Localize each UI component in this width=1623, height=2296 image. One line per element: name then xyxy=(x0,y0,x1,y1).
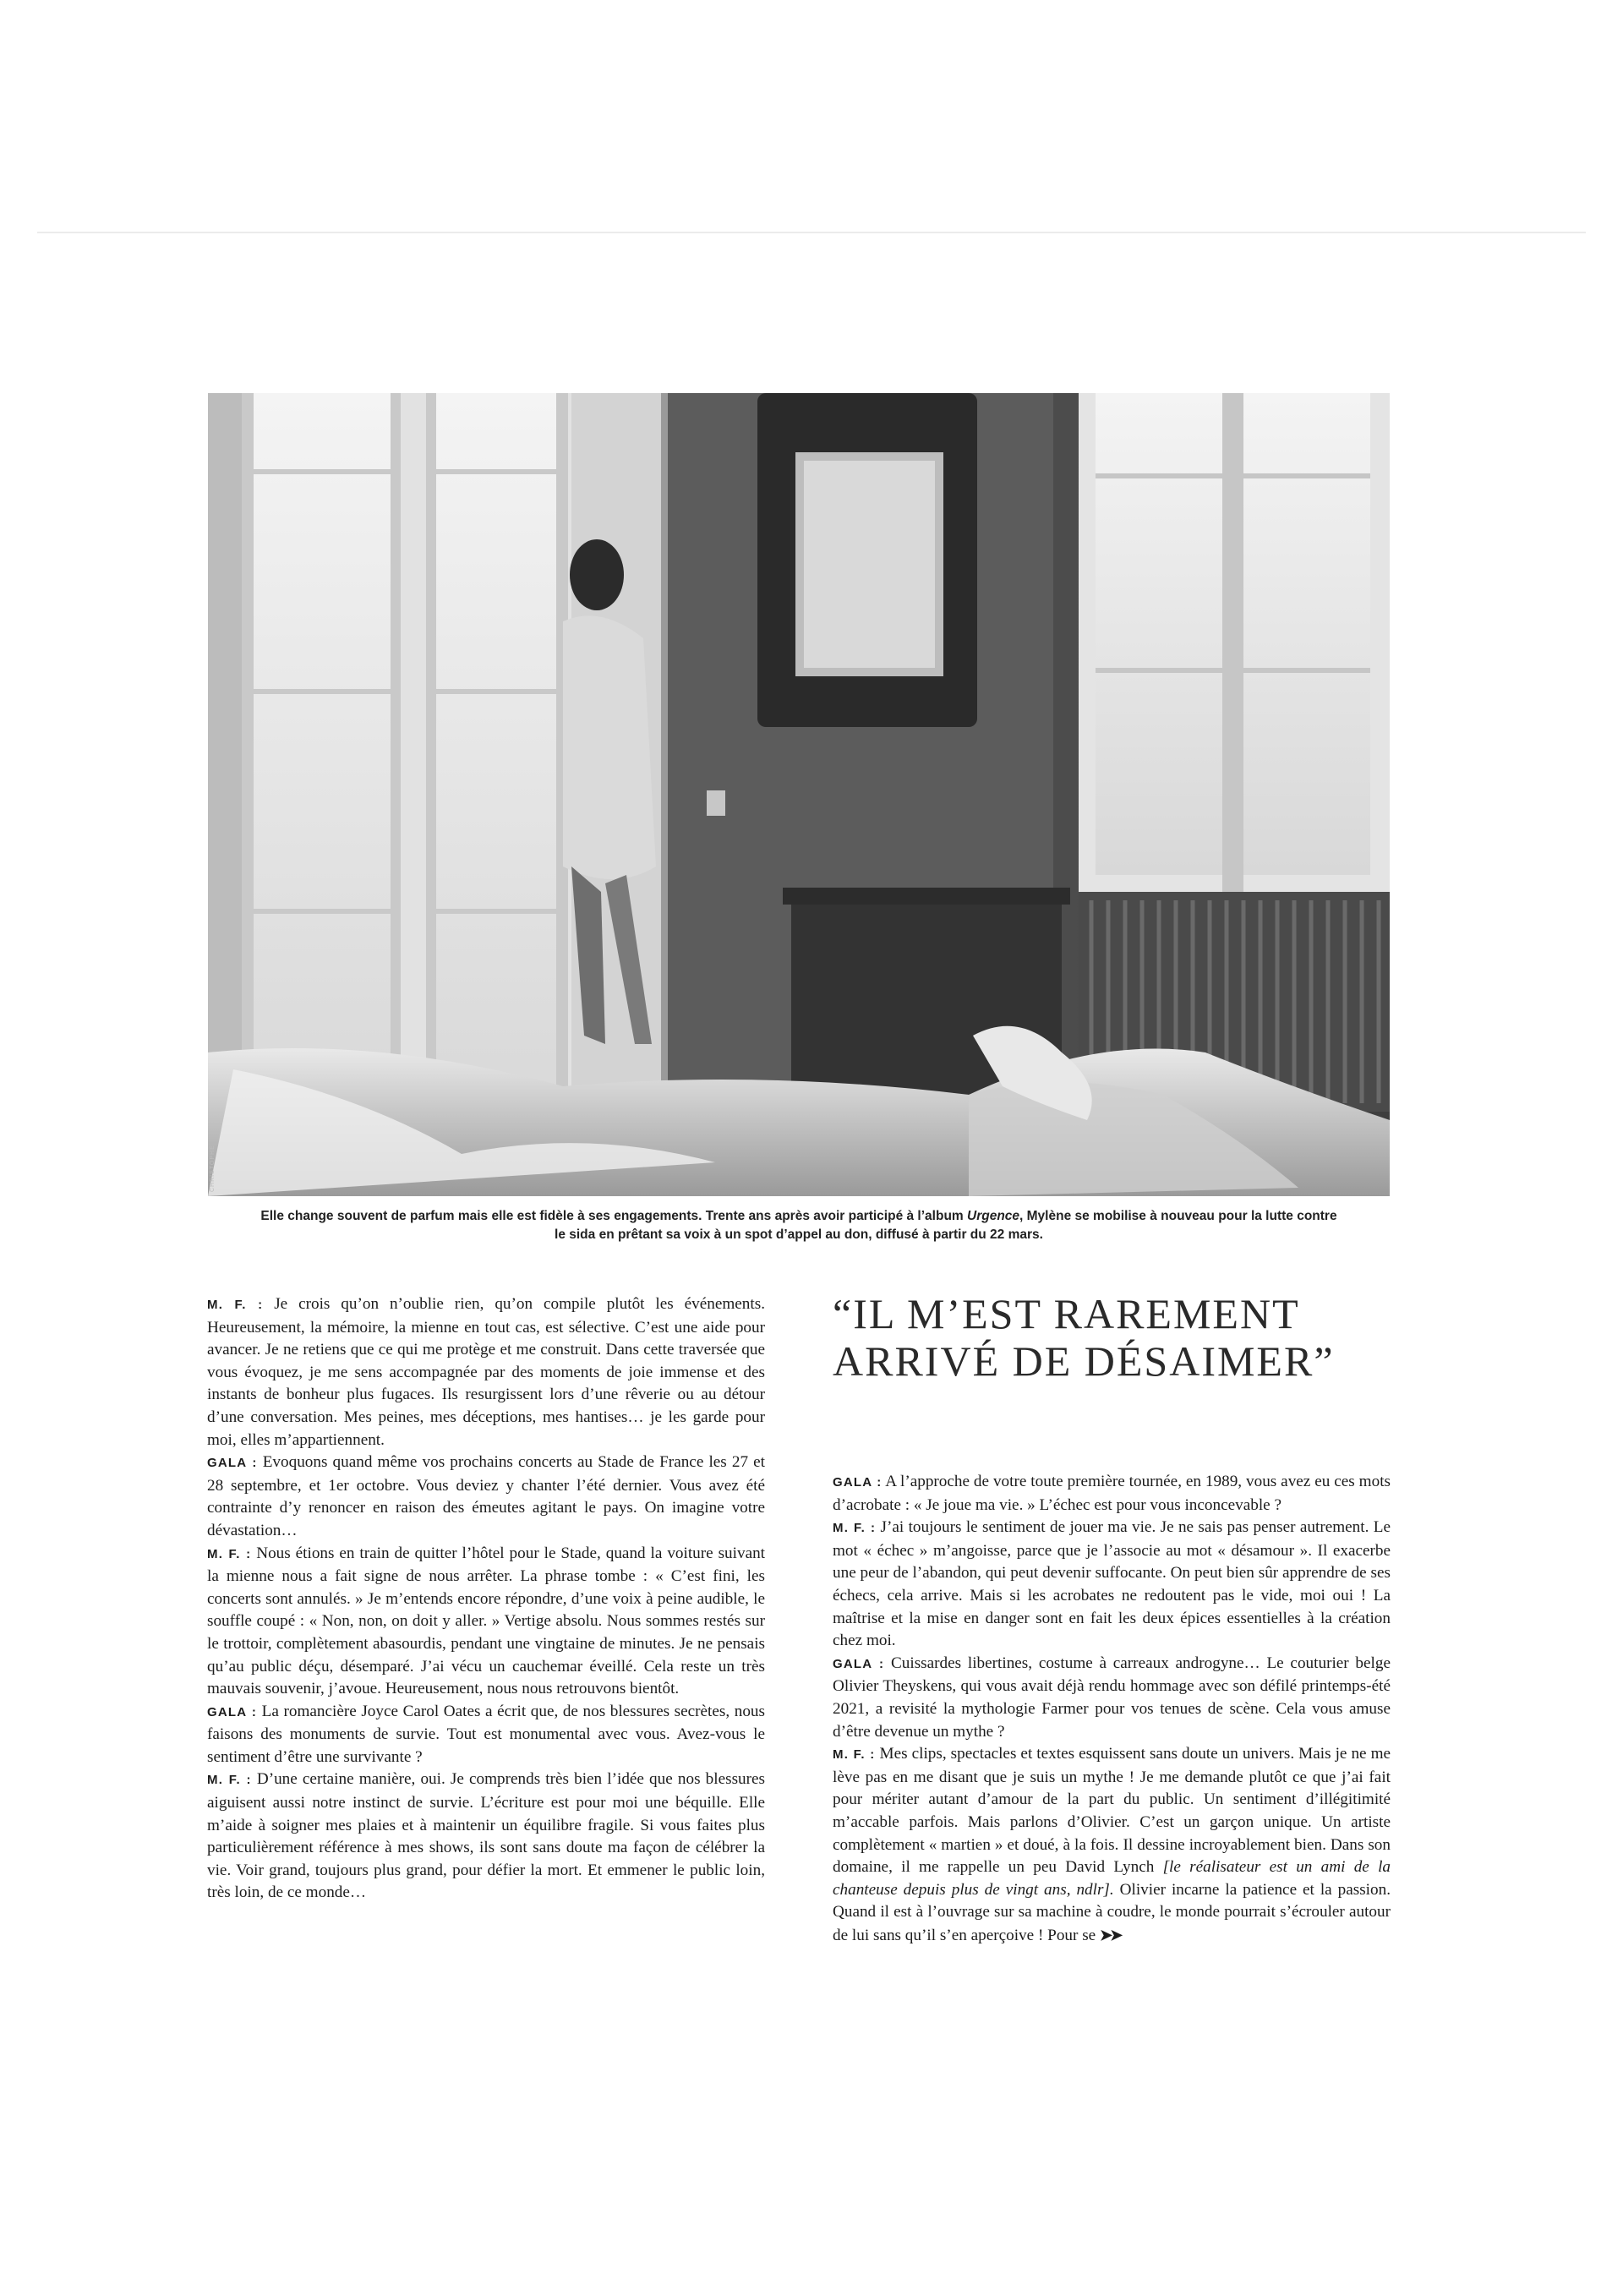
pull-quote-line-2: ARRIVÉ DE DÉSAIMER” xyxy=(833,1337,1335,1385)
qa-paragraph xyxy=(207,1293,765,1451)
qa-paragraph xyxy=(207,1451,765,1542)
paragraph-text: D’une certaine manière, oui. Je comprends très bien l’idée que nos blessures aiguisent aussi notre instinct de survie. L’écriture est pour moi une béquille. Elle m’aide à soigner mes plaies et à maintenir un équilibre fragile. Si vous faites plus particulièrement référence à mes shows, ils sont sans doute ma façon de célébrer la vie. Voir grand, toujours plus grand, pour défier la mort. Et emmener le public loin, très loin, de ce monde… xyxy=(207,1770,766,1902)
speaker-label: M. F. : xyxy=(207,1298,264,1312)
paragraph-text: Mes clips, spectacles et textes esquissent sans doute un univers. Mais je ne me lève pas en me disant que je suis un mythe ! Je me demande plutôt ce que j’ai fait pour mériter autant d’amour de la part du public. Un sentiment d’illégitimité m’accable parfois. Mais parlons d’Olivier. C’est un garçon unique. Un artiste complètement « martien » et doué, à la fois. Il dessine incroyablement bien. Dans son domaine, il me rappelle un peu David Lynch xyxy=(833,1745,1391,1877)
qa-paragraph xyxy=(207,1701,765,1769)
paragraph-text: Je crois qu’on n’oublie rien, qu’on compile plutôt les événements. Heureusement, la mémoire, la mienne en tout cas, est sélective. C’est une aide pour avancer. Je ne retiens que ce qui me protège et me construit. Dans cette traversée que vous évoquez, je me sens accompagnée par des moments de joie immense et des instants de bonheur plus fugaces. Ils resurgissent lors d’une rêverie ou au détour d’une conversation. Mes peines, mes déceptions, mes hantises… je les garde pour moi, elles m’appartiennent. xyxy=(207,1295,765,1449)
caption-text-start: Elle change souvent de parfum mais elle est fidèle à ses engagements. Trente ans après avoir participé à l’album xyxy=(260,1209,967,1223)
speaker-label: GALA : xyxy=(833,1656,885,1671)
paragraph-text: La romancière Joyce Carol Oates a écrit que, de nos blessures secrètes, nous faisons des monuments de survie. Tout est monumental avec vous. Avez-vous le sentiment d’être une survivante ? xyxy=(207,1702,765,1766)
qa-paragraph xyxy=(207,1768,765,1905)
pull-quote xyxy=(833,1290,1391,1385)
speaker-label: M. F. : xyxy=(207,1546,252,1561)
caption-text-end: , Mylène se mobilise à nouveau pour la lutte contre le sida en prêtant sa voix à un spot d’appel au don, diffusé à partir du 22 mars. xyxy=(555,1209,1337,1242)
top-divider xyxy=(37,232,1586,233)
article-photo xyxy=(208,393,1390,1196)
paragraph-text-continued: Olivier incarne la patience et la passion. Quand il est à l’ouvrage sur sa machine à coudre, le monde pourrait s’écrouler autour de lui sans qu’il s’en aperçoive ! Pour se xyxy=(833,1880,1391,1944)
speaker-label: M. F. : xyxy=(207,1773,252,1788)
qa-paragraph xyxy=(833,1653,1391,1743)
qa-paragraph xyxy=(833,1743,1391,1947)
paragraph-text: J’ai toujours le sentiment de jouer ma vie. Je ne sais pas penser autrement. Le mot « échec » m’angoisse, parce que je l’associe au mot « désamour ». Il exacerbe une peur de l’abandon, qui peut devenir suffocante. On peut bien sûr apprendre de ses échecs, cela arrive. Mais si les acrobates ne redoutent pas le vide, moi oui ! La maîtrise et la mise en danger sont en fait les deux épices essentielles à la création chez moi. xyxy=(833,1518,1391,1650)
pull-quote-line-1: “IL M’EST RAREMENT xyxy=(833,1290,1300,1337)
article-right-column xyxy=(833,1471,1391,1947)
paragraph-text: Nous étions en train de quitter l’hôtel pour le Stade, quand la voiture suivant la mienne nous a fait signe de nous arrêter. La phrase tombe : « C’est fini, les concerts sont annulés. » Je m’entends encore répondre, d’une voix à peine audible, le souffle coupé : « Non, non, on doit y aller. » Vertige absolu. Nous sommes restés sur le trottoir, complètement abasourdis, pendant une vingtaine de minutes. Je ne pensais qu’au public déçu, désemparé. J’ai vécu un cauchemar éveillé. Cela reste un très mauvais souvenir, j’avoue. Heureusement, nous nous retrouvons bientôt. xyxy=(207,1544,766,1698)
speaker-label: M. F. : xyxy=(833,1521,877,1536)
paragraph-text: A l’approche de votre toute première tournée, en 1989, vous avez eu ces mots d’acrobate : « Je joue ma vie. » L’échec est pour vous inconcevable ? xyxy=(833,1473,1391,1514)
editor-note: [le réalisateur est un ami de la chanteuse depuis plus de vingt ans, ndlr]. xyxy=(833,1858,1391,1899)
qa-paragraph xyxy=(207,1543,765,1701)
photo-credit: CHRISTOPHE xyxy=(210,1145,216,1192)
bedroom-photo-illustration xyxy=(208,393,1390,1196)
speaker-label: GALA : xyxy=(833,1475,883,1490)
article-left-column xyxy=(207,1293,765,1905)
speaker-label: M. F. : xyxy=(833,1747,876,1763)
continue-arrow-icon: ➤➤ xyxy=(1099,1926,1121,1943)
photo-caption xyxy=(254,1207,1344,1244)
paragraph-text: Evoquons quand même vos prochains concerts au Stade de France les 27 et 28 septembre, et 1er octobre. Vous deviez y chanter l’été dernier. Vous avez été contrainte d’y renoncer en raison des émeutes agitant le pays. On imagine votre dévastation… xyxy=(207,1453,765,1539)
paragraph-text: Cuissardes libertines, costume à carreaux androgyne… Le couturier belge Olivier Theyskens, qui vous avait déjà rendu hommage avec son défilé printemps-été 2021, a revisité la mythologie Farmer pour vos tenues de scène. Cela vous amuse d’être devenue un mythe ? xyxy=(833,1654,1391,1741)
caption-album-title: Urgence xyxy=(967,1209,1020,1223)
qa-paragraph xyxy=(833,1517,1391,1653)
speaker-label: GALA : xyxy=(207,1704,258,1719)
speaker-label: GALA : xyxy=(207,1456,258,1471)
qa-paragraph xyxy=(833,1471,1391,1517)
